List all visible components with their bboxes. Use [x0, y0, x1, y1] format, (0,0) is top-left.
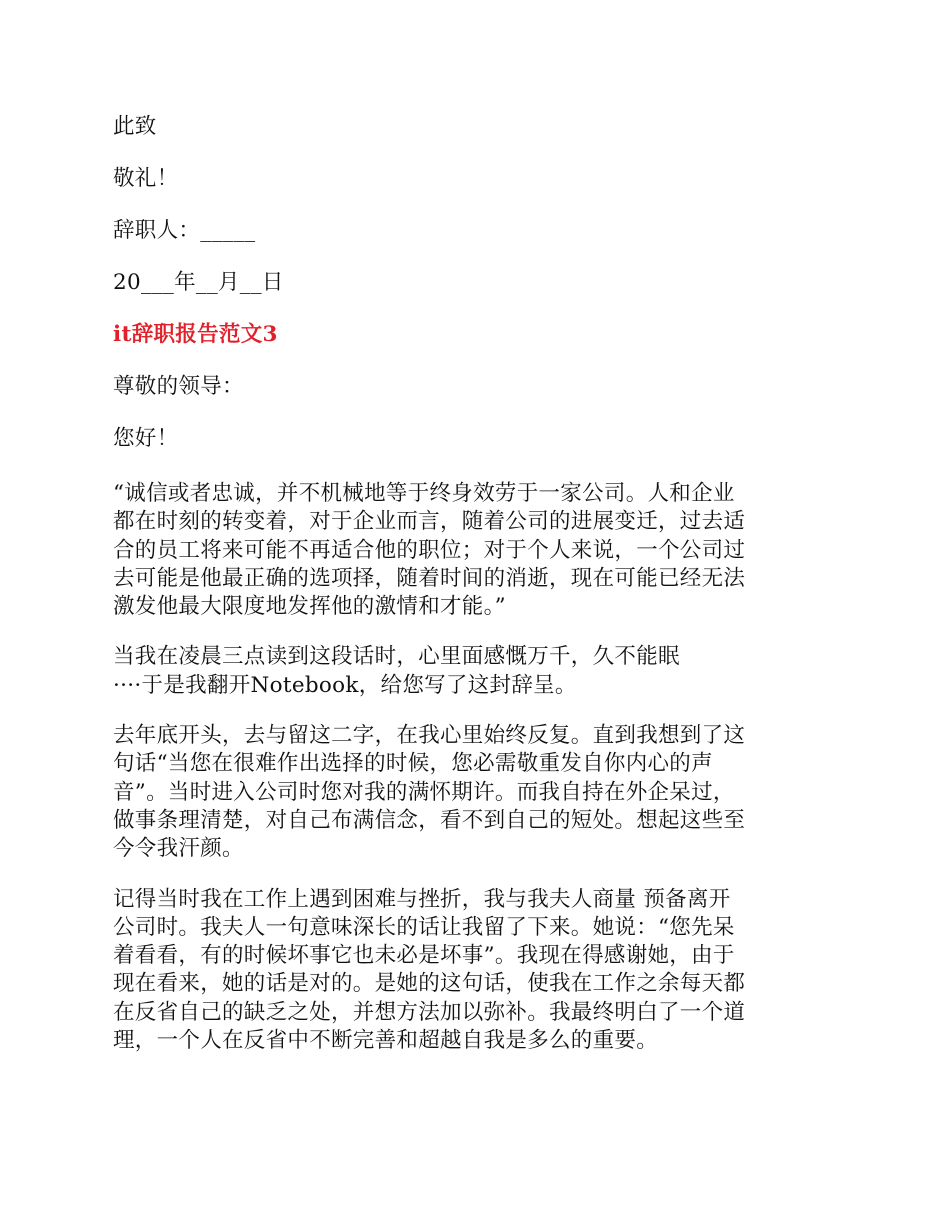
signer-line: 辞职人：_____	[113, 218, 256, 243]
paragraph-line: 激发他最大限度地发挥他的激情和才能。”	[113, 594, 506, 620]
letter-body	[113, 112, 835, 1077]
paragraph-line: 当我在凌晨三点读到这段话时，心里面感慨万千，久不能眠	[113, 644, 680, 670]
paragraph-line: 合的员工将来可能不再适合他的职位；对于个人来说，一个公司过	[113, 537, 746, 563]
paragraph-line: 现在看来，她的话是对的。是她的这句话，使我在工作之余每天都	[113, 971, 746, 997]
paragraph-quote	[113, 480, 835, 621]
salute-line: 敬礼！	[113, 166, 179, 191]
paragraph-line: 音”。当时进入公司时您对我的满怀期许。而我自持在外企呆过，	[113, 779, 735, 805]
paragraph-line: 公司时。我夫人一句意味深长的话让我留了下来。她说：“您先呆	[113, 914, 735, 940]
paragraph-line: “诚信或者忠诚，并不机械地等于终身效劳于一家公司。人和企业	[113, 481, 735, 506]
paragraph-line: 今令我汗颜。	[113, 836, 244, 862]
paragraph-line: 都在时刻的转变着，对于企业而言，随着公司的进展变迁，过去适	[113, 509, 746, 535]
paragraph-line: 在反省自己的缺乏之处，并想方法加以弥补。我最终明白了一个道	[113, 999, 746, 1025]
closing-line: 此致	[113, 114, 157, 139]
date-line: 20___年__月__日	[113, 270, 284, 295]
paragraph-reading	[113, 643, 835, 700]
paragraph-line: 做事条理清楚，对自己布满信念，看不到自己的短处。想起这些至	[113, 807, 746, 833]
greeting-to: 尊敬的领导：	[113, 374, 244, 399]
paragraph-line: 去可能是他最正确的选项择，随着时间的消逝，现在可能已经无法	[113, 565, 746, 591]
paragraph-line: ····于是我翻开Notebook，给您写了这封辞呈。	[113, 672, 577, 698]
paragraph-line: 记得当时我在工作上遇到困难与挫折，我与我夫人商量 预备离开	[113, 886, 731, 912]
paragraph-line: 着看看，有的时候坏事它也未必是坏事”。我现在得感谢她，由于	[113, 943, 735, 969]
paragraph-memory	[113, 886, 835, 1056]
greeting: 您好！	[113, 426, 179, 451]
paragraph-line: 理，一个人在反省中不断完善和超越自我是多么的重要。	[113, 1028, 659, 1054]
section-title: it辞职报告范文3	[113, 322, 278, 347]
paragraph-decision	[113, 722, 835, 863]
paragraph-line: 句话“当您在很难作出选择的时候，您必需敬重发自你内心的声	[113, 751, 713, 777]
paragraph-line: 去年底开头，去与留这二字，在我心里始终反复。直到我想到了这	[113, 723, 746, 749]
